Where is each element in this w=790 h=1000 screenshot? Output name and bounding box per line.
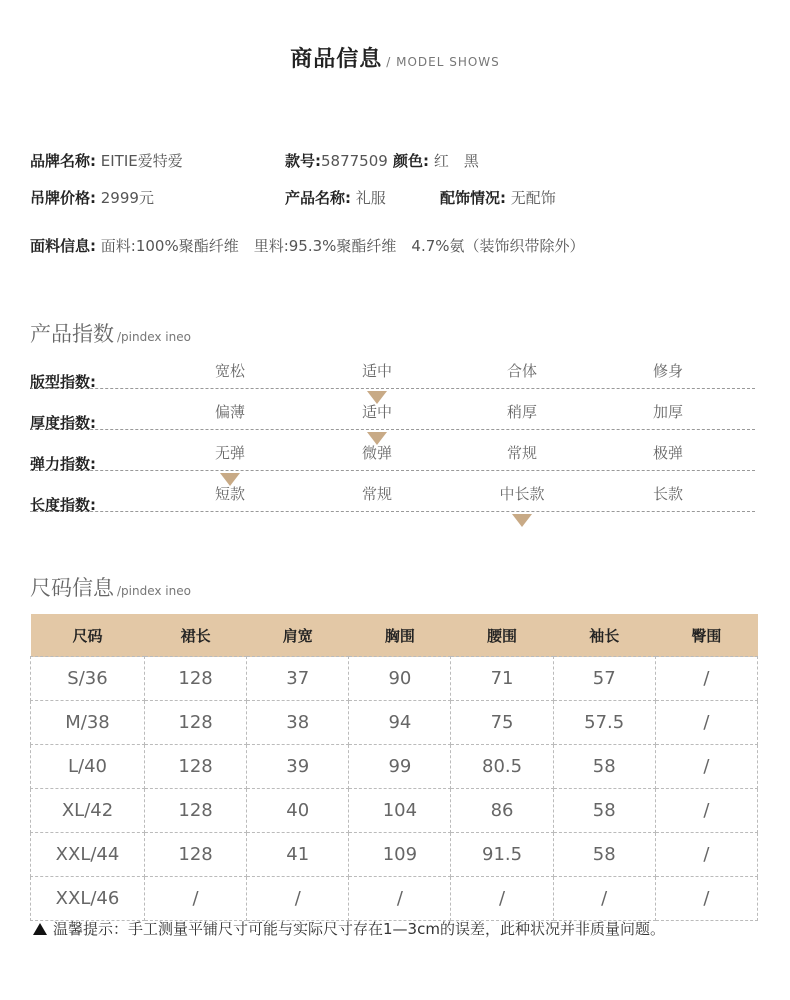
size-header-cell: 尺码 bbox=[31, 614, 145, 657]
brand-label: 品牌名称: bbox=[30, 152, 96, 170]
table-cell: / bbox=[145, 877, 247, 921]
table-cell: 40 bbox=[247, 789, 349, 833]
index-row bbox=[30, 360, 755, 389]
index-row-label: 版型指数: bbox=[30, 373, 96, 391]
table-cell: 128 bbox=[145, 657, 247, 701]
table-cell: 37 bbox=[247, 657, 349, 701]
table-cell: 57.5 bbox=[553, 701, 655, 745]
table-row bbox=[31, 657, 758, 701]
table-cell: 71 bbox=[451, 657, 553, 701]
table-cell: 39 bbox=[247, 745, 349, 789]
price-label: 吊牌价格: bbox=[30, 189, 96, 207]
table-cell: / bbox=[553, 877, 655, 921]
table-cell: 80.5 bbox=[451, 745, 553, 789]
table-cell: S/36 bbox=[31, 657, 145, 701]
table-cell: / bbox=[655, 833, 757, 877]
table-cell: 128 bbox=[145, 745, 247, 789]
table-cell: / bbox=[655, 657, 757, 701]
index-option: 常规 bbox=[506, 444, 537, 462]
size-header-cell: 袖长 bbox=[553, 614, 655, 657]
index-title: 产品指数 bbox=[30, 322, 114, 346]
style-value: 5877509 bbox=[321, 152, 388, 170]
table-cell: / bbox=[349, 877, 451, 921]
table-cell: L/40 bbox=[31, 745, 145, 789]
table-cell: / bbox=[655, 877, 757, 921]
index-option: 适中 bbox=[361, 362, 392, 380]
index-subtitle: /pindex ineo bbox=[117, 330, 191, 344]
table-cell: 128 bbox=[145, 701, 247, 745]
accessory-info bbox=[440, 187, 556, 208]
index-option: 常规 bbox=[361, 485, 392, 503]
size-header-cell: 裙长 bbox=[145, 614, 247, 657]
table-cell: / bbox=[655, 701, 757, 745]
brand-value: EITIE爱特爱 bbox=[96, 152, 183, 170]
table-cell: 90 bbox=[349, 657, 451, 701]
table-row bbox=[31, 877, 758, 921]
table-cell: 41 bbox=[247, 833, 349, 877]
table-cell: 86 bbox=[451, 789, 553, 833]
table-row bbox=[31, 745, 758, 789]
size-header-cell: 胸围 bbox=[349, 614, 451, 657]
table-cell: / bbox=[655, 789, 757, 833]
size-header-cell: 腰围 bbox=[451, 614, 553, 657]
index-option: 修身 bbox=[652, 362, 683, 380]
index-option: 极弹 bbox=[652, 444, 683, 462]
table-row bbox=[31, 789, 758, 833]
table-cell: 38 bbox=[247, 701, 349, 745]
table-cell: / bbox=[451, 877, 553, 921]
size-table bbox=[30, 614, 758, 921]
index-option: 长款 bbox=[652, 485, 683, 503]
product-name-label: 产品名称: bbox=[285, 189, 351, 207]
size-header-cell: 臀围 bbox=[655, 614, 757, 657]
page-subtitle: / MODEL SHOWS bbox=[386, 55, 500, 69]
tip-text: 温馨提示：手工测量平铺尺寸可能与实际尺寸存在1—3cm的误差，此种状况并非质量问题。 bbox=[53, 920, 665, 938]
style-color-info bbox=[285, 150, 479, 171]
size-section-title bbox=[30, 572, 191, 602]
page-title: 商品信息 bbox=[290, 47, 383, 72]
product-name-value: 礼服 bbox=[351, 189, 386, 207]
color-value: 红 黑 bbox=[429, 152, 479, 170]
index-option: 宽松 bbox=[214, 362, 245, 380]
warning-icon bbox=[33, 923, 47, 935]
table-row bbox=[31, 833, 758, 877]
size-table-header bbox=[31, 614, 758, 657]
table-cell: XXL/44 bbox=[31, 833, 145, 877]
table-cell: 128 bbox=[145, 789, 247, 833]
index-row-label: 厚度指数: bbox=[30, 414, 96, 432]
fabric-value: 面料:100%聚酯纤维 里料:95.3%聚酯纤维 4.7%氨（装饰织带除外） bbox=[96, 237, 585, 255]
index-row bbox=[30, 442, 755, 471]
price-value: 2999元 bbox=[96, 189, 154, 207]
index-option: 稍厚 bbox=[506, 403, 537, 421]
fabric-info bbox=[30, 235, 585, 256]
table-cell: 91.5 bbox=[451, 833, 553, 877]
table-cell: 57 bbox=[553, 657, 655, 701]
table-cell: XXL/46 bbox=[31, 877, 145, 921]
style-label: 款号: bbox=[285, 152, 321, 170]
table-row bbox=[31, 701, 758, 745]
index-option: 适中 bbox=[361, 403, 392, 421]
index-row bbox=[30, 401, 755, 430]
index-option: 无弹 bbox=[214, 444, 245, 462]
index-section-title bbox=[30, 318, 191, 348]
table-cell: 58 bbox=[553, 745, 655, 789]
product-name-info bbox=[285, 187, 386, 208]
accessory-label: 配饰情况: bbox=[440, 189, 506, 207]
index-option: 合体 bbox=[506, 362, 537, 380]
table-cell: 109 bbox=[349, 833, 451, 877]
table-cell: M/38 bbox=[31, 701, 145, 745]
table-cell: 99 bbox=[349, 745, 451, 789]
index-option: 偏薄 bbox=[214, 403, 245, 421]
tip-note bbox=[33, 918, 665, 939]
table-cell: 94 bbox=[349, 701, 451, 745]
fabric-label: 面料信息: bbox=[30, 237, 96, 255]
size-subtitle: /pindex ineo bbox=[117, 584, 191, 598]
table-cell: / bbox=[247, 877, 349, 921]
index-option: 短款 bbox=[214, 485, 245, 503]
accessory-value: 无配饰 bbox=[506, 189, 556, 207]
index-row-label: 弹力指数: bbox=[30, 455, 96, 473]
page-header bbox=[0, 42, 790, 73]
selected-marker-icon bbox=[512, 514, 532, 527]
table-cell: / bbox=[655, 745, 757, 789]
index-option: 加厚 bbox=[652, 403, 683, 421]
color-label: 颜色: bbox=[387, 152, 430, 170]
table-cell: 128 bbox=[145, 833, 247, 877]
size-header-cell: 肩宽 bbox=[247, 614, 349, 657]
index-row-label: 长度指数: bbox=[30, 496, 96, 514]
index-option: 中长款 bbox=[499, 485, 545, 503]
table-cell: 58 bbox=[553, 833, 655, 877]
brand-info bbox=[30, 150, 183, 171]
price-info bbox=[30, 187, 154, 208]
index-option: 微弹 bbox=[361, 444, 392, 462]
table-cell: XL/42 bbox=[31, 789, 145, 833]
table-cell: 75 bbox=[451, 701, 553, 745]
table-cell: 58 bbox=[553, 789, 655, 833]
size-title: 尺码信息 bbox=[30, 576, 114, 600]
table-cell: 104 bbox=[349, 789, 451, 833]
index-row bbox=[30, 483, 755, 512]
